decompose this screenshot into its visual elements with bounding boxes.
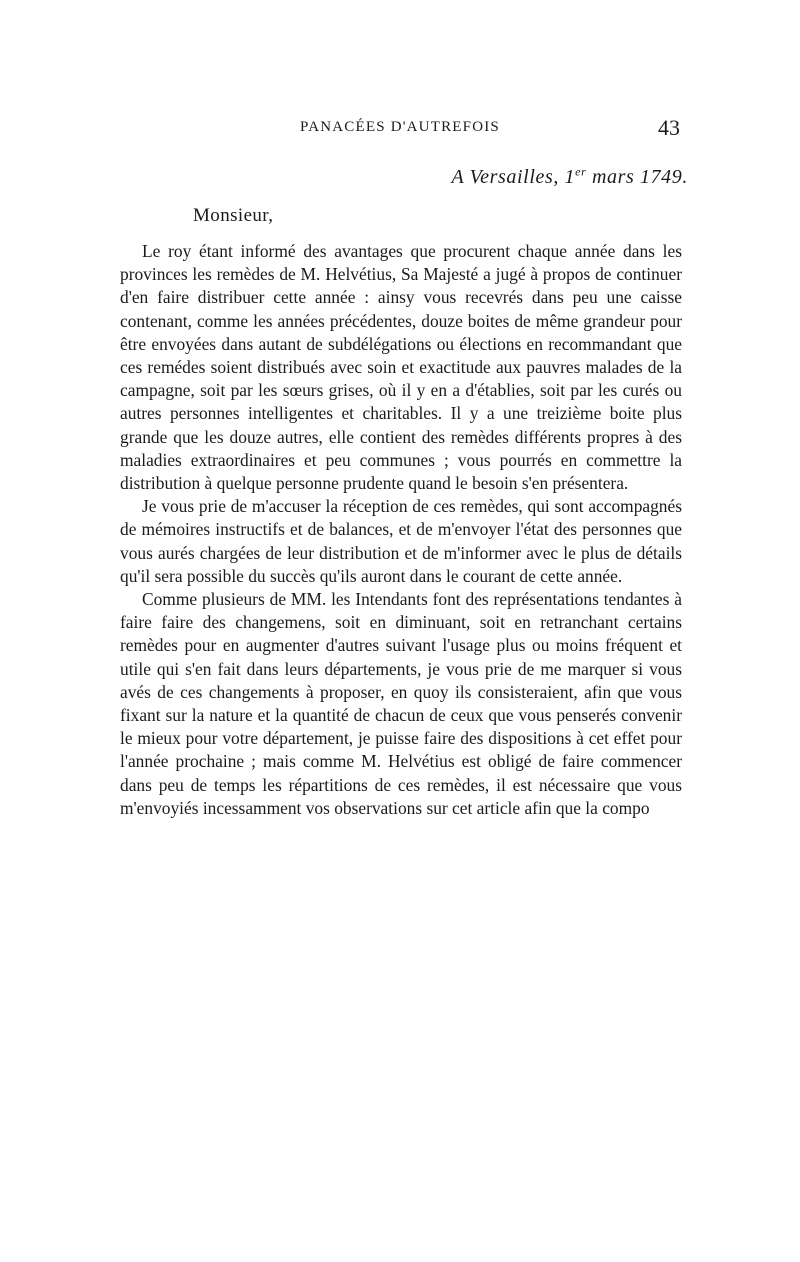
letter-body bbox=[120, 240, 682, 820]
letter-paragraph-1: Le roy étant informé des avantages que procurent chaque année dans les provinces les remèdes de M. Helvétius, Sa Majesté a jugé à propos de continuer d'en faire distribuer cette année : ainsy vous recevrés dans peu une caisse contenant, comme les années précédentes, douze boites de même grandeur pour être envoyées dans autant de subdélégations ou élections en recommandant que ces remédes soient distribués avec soin et exactitude aux pauvres malades de la campagne, soit par les sœurs grises, où il y en a d'établies, soit par les curés ou autres personnes intelligentes et charitables. Il y a une treizième boite plus grande que les douze autres, elle contient des remèdes différents propres à des maladies extraordinaires et peu communes ; vous pourrés en commettre la distribution à quelque personne prudente quand le besoin s'en présentera. bbox=[120, 241, 682, 494]
letter-paragraph-3: Comme plusieurs de MM. les Intendants font des représentations tendantes à faire faire des changemens, soit en diminuant, soit en retranchant certains remèdes pour en augmenter d'autres suivant l'usage plus ou moins fréquent et utile qui s'en fait dans leurs départements, je vous prie de me marquer si vous avés de ces changements à proposer, en quoy ils consisteraient, afin que vous fixant sur la nature et la quantité de chacun de ceux que vous penserés convenir le mieux pour votre département, je puisse faire des dispositions à cet effet pour l'année prochaine ; mais comme M. Helvétius est obligé de faire commencer dans peu de temps les répartitions de ces remèdes, il est nécessaire que vous m'envoyiés incessamment vos observations sur cet article afin que la compo bbox=[120, 589, 682, 818]
dateline-place-day: A Versailles, 1 bbox=[451, 166, 576, 188]
letter-dateline bbox=[452, 166, 688, 189]
dateline-ordinal: er bbox=[575, 164, 587, 179]
dateline-month-year: mars 1749. bbox=[586, 166, 688, 188]
letter-paragraph-2: Je vous prie de m'accuser la réception de ces remèdes, qui sont accompagnés de mémoires instructifs et de balances, et de m'envoyer l'état des personnes que vous aurés chargées de leur distribution et de m'informer avec le plus de détails qu'il sera possible du succès qu'ils auront dans le courant de cette année. bbox=[120, 496, 682, 586]
page-number: 43 bbox=[658, 115, 680, 140]
letter-salutation: Monsieur, bbox=[193, 205, 274, 226]
running-head bbox=[120, 117, 680, 141]
running-title: PANACÉES D'AUTREFOIS bbox=[300, 119, 500, 135]
